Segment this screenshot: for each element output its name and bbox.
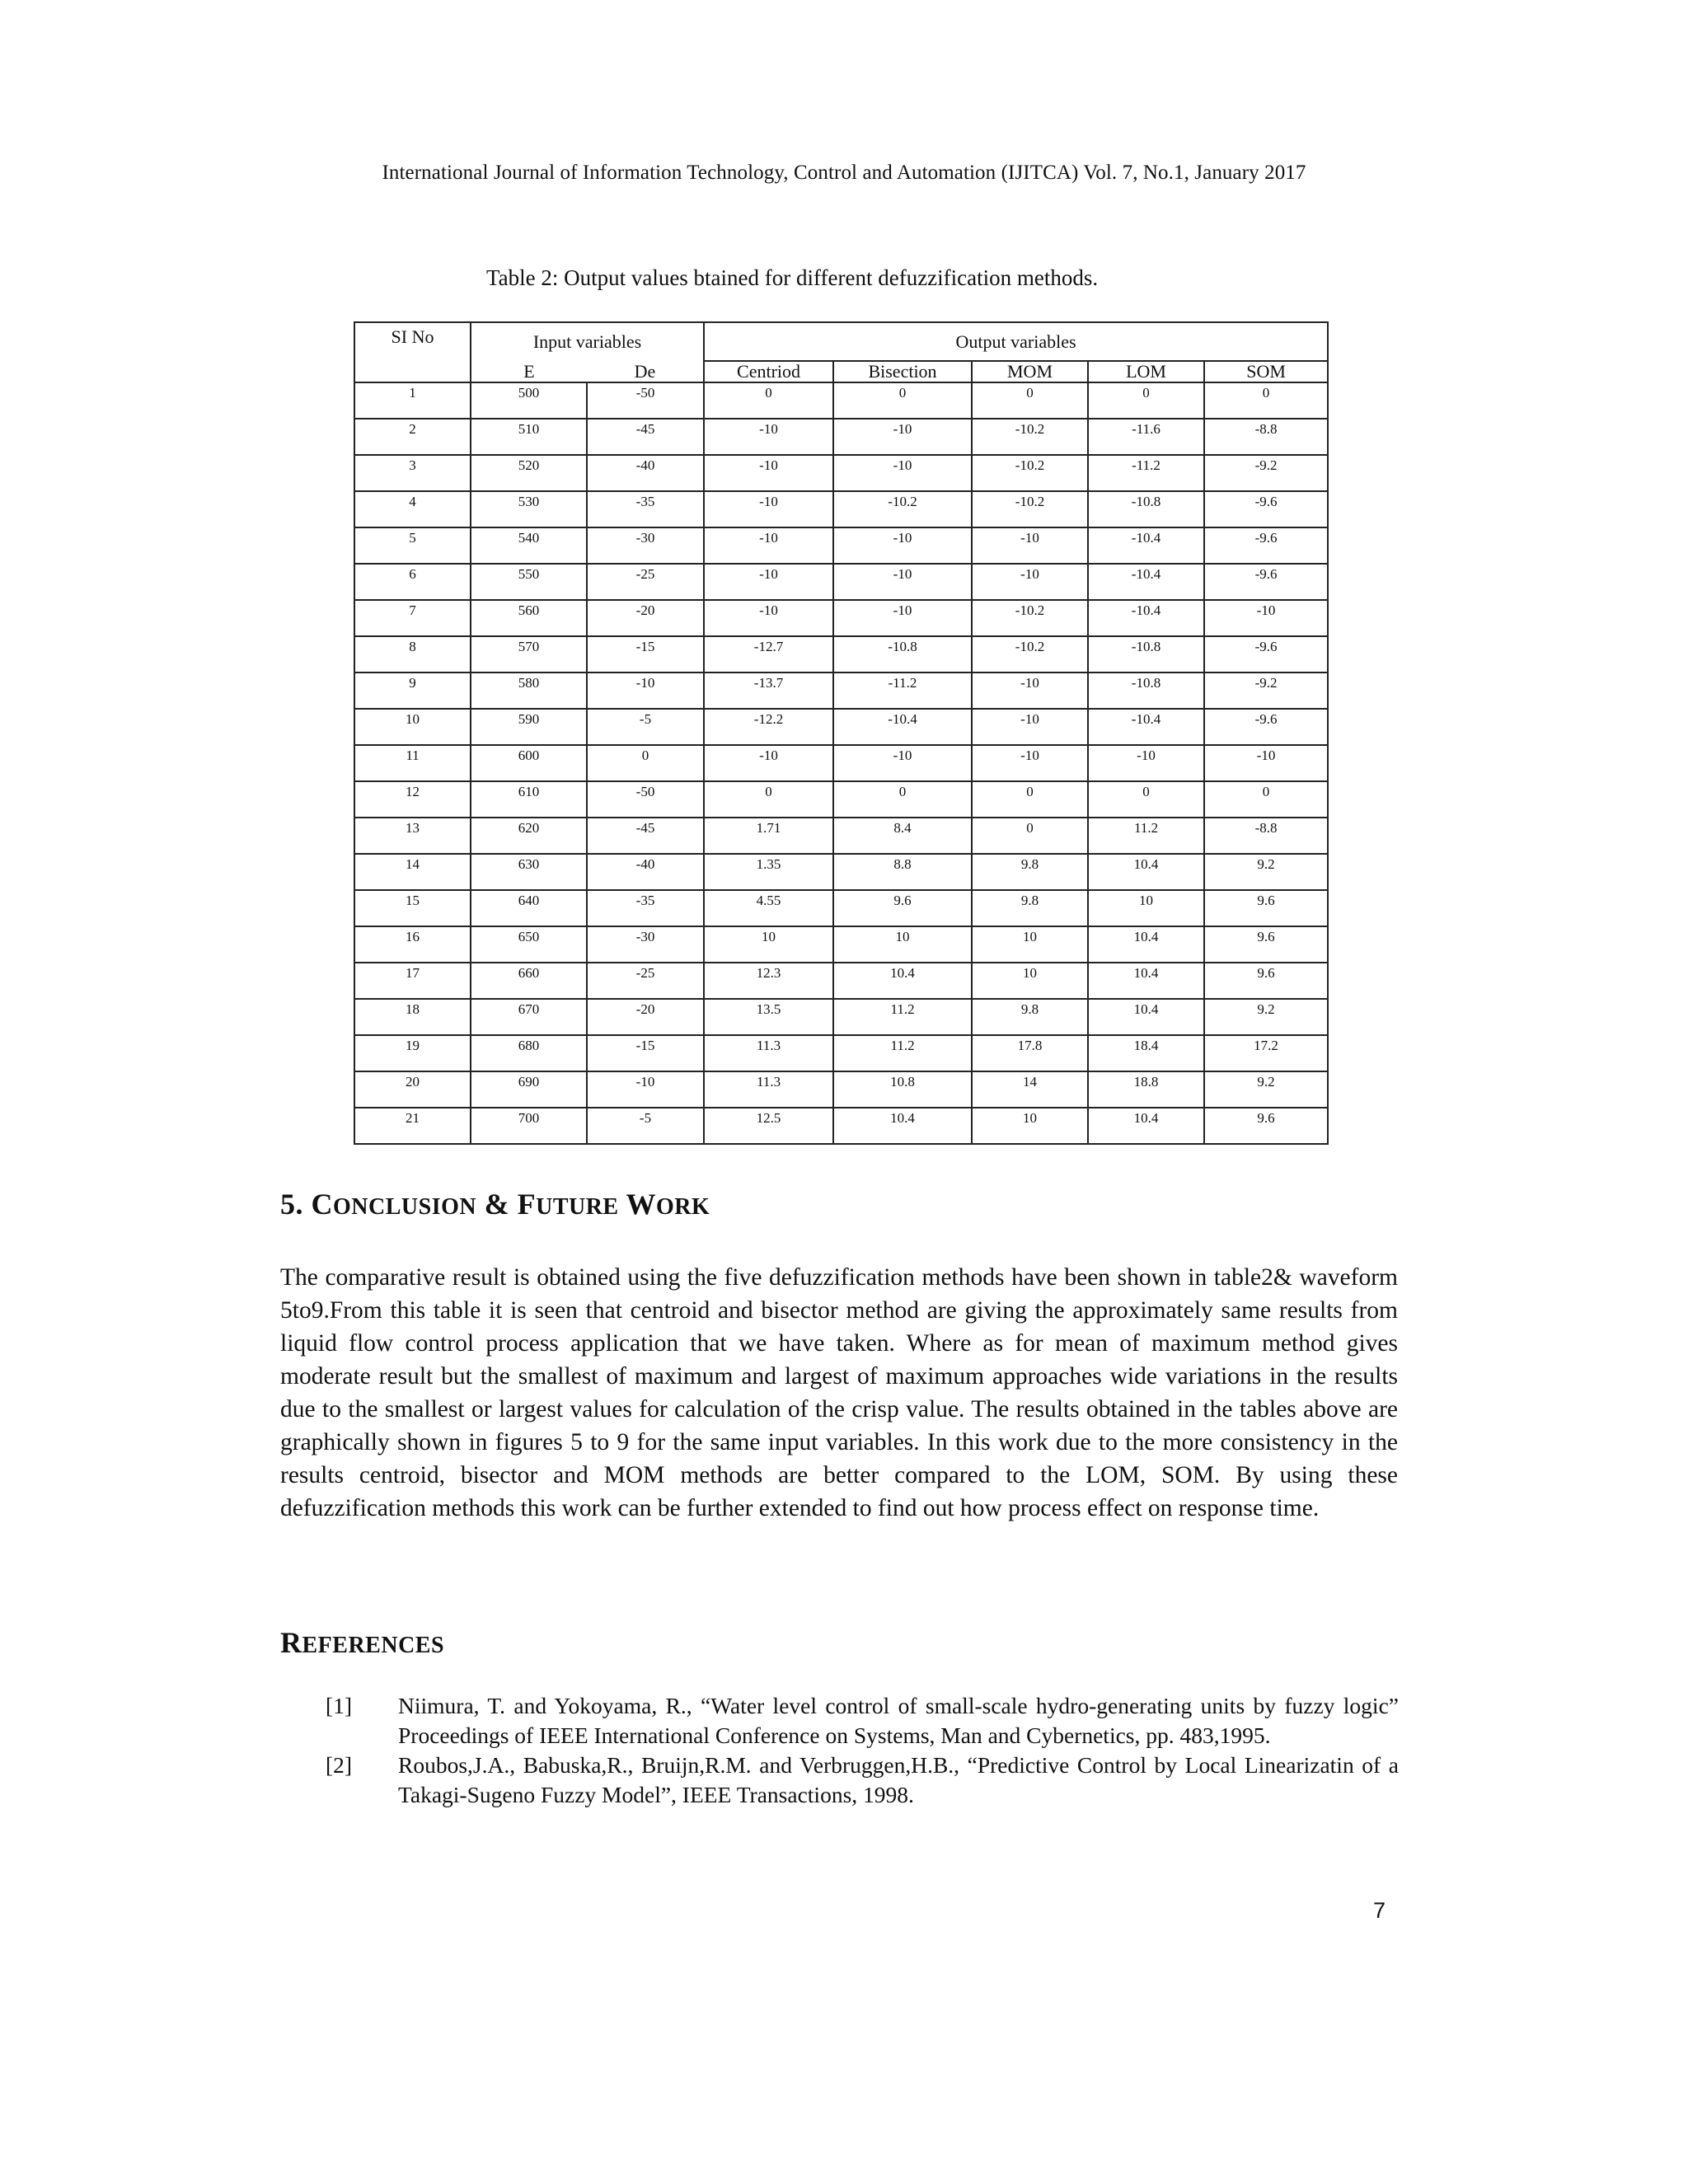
table-cell: -5 [587, 1108, 704, 1144]
table-cell: 0 [587, 745, 704, 781]
table-cell: -10.2 [972, 600, 1088, 636]
table-cell: 9.2 [1204, 999, 1328, 1035]
table-cell: 640 [471, 890, 587, 926]
table-cell: 6 [354, 564, 471, 600]
table-cell: 530 [471, 491, 587, 527]
table-row [354, 491, 1328, 527]
table-cell: 1.71 [704, 818, 833, 854]
table-cell: -30 [587, 527, 704, 564]
table-cell: 610 [471, 781, 587, 818]
references-heading: REFERENCES [280, 1626, 445, 1659]
table-cell: -12.2 [704, 709, 833, 745]
table-row [354, 673, 1328, 709]
table-cell: 1 [354, 382, 471, 419]
table-cell: -10 [833, 455, 972, 491]
table-cell: 600 [471, 745, 587, 781]
col-header-som: SOM [1204, 361, 1328, 382]
table-cell: 11.2 [1088, 818, 1204, 854]
table-cell: 10 [704, 926, 833, 963]
table-cell: -10 [1204, 600, 1328, 636]
table-cell: -10 [704, 419, 833, 455]
table-cell: -5 [587, 709, 704, 745]
table-cell: 17 [354, 963, 471, 999]
table-cell: 10.4 [1088, 926, 1204, 963]
table-row [354, 636, 1328, 673]
table-cell: -10.4 [833, 709, 972, 745]
table-cell: 11 [354, 745, 471, 781]
table-cell: 550 [471, 564, 587, 600]
table-cell: 570 [471, 636, 587, 673]
table-cell: -10.4 [1088, 527, 1204, 564]
table-cell: -9.6 [1204, 491, 1328, 527]
table-cell: 11.2 [833, 1035, 972, 1071]
table-cell: 700 [471, 1108, 587, 1144]
table-cell: -10 [833, 564, 972, 600]
table-row [354, 709, 1328, 745]
conclusion-heading: 5. CONCLUSION & FUTURE WORK [280, 1188, 710, 1221]
table-cell: 12.5 [704, 1108, 833, 1144]
table-row [354, 818, 1328, 854]
table-cell: 10.4 [1088, 999, 1204, 1035]
table-cell: -10 [1088, 745, 1204, 781]
table-cell: -20 [587, 600, 704, 636]
table-row [354, 1071, 1328, 1108]
table-cell: -8.8 [1204, 419, 1328, 455]
table-cell: -40 [587, 854, 704, 890]
table-cell: -35 [587, 491, 704, 527]
table-cell: 9.8 [972, 890, 1088, 926]
table-cell: -10 [1204, 745, 1328, 781]
table-cell: 9.6 [833, 890, 972, 926]
table-cell: -10.8 [1088, 673, 1204, 709]
table-cell: -8.8 [1204, 818, 1328, 854]
col-header-e: E [471, 361, 587, 382]
header-output-variables: Output variables [704, 322, 1328, 361]
table-cell: -9.2 [1204, 673, 1328, 709]
table-cell: -10.4 [1088, 600, 1204, 636]
table-cell: -10 [587, 1071, 704, 1108]
table-cell: -10 [704, 564, 833, 600]
table-cell: 11.3 [704, 1071, 833, 1108]
header-sl-no: SI No [354, 322, 471, 361]
table-cell: 11.2 [833, 999, 972, 1035]
table-cell: 17.8 [972, 1035, 1088, 1071]
table-cell: 14 [972, 1071, 1088, 1108]
running-header: International Journal of Information Technology, Control and Automation (IJITCA) Vol. 7, No.1, January 2017 [382, 162, 1306, 184]
table-row [354, 890, 1328, 926]
table-row [354, 999, 1328, 1035]
table-cell: 580 [471, 673, 587, 709]
table-cell: 19 [354, 1035, 471, 1071]
table-cell: 10.4 [833, 963, 972, 999]
table-cell: -10 [704, 455, 833, 491]
table-cell: 10.4 [1088, 963, 1204, 999]
table-cell: -10.2 [833, 491, 972, 527]
col-header-de: De [587, 361, 704, 382]
column-header-row [354, 361, 1328, 382]
table-cell: 10 [833, 926, 972, 963]
table-cell: 620 [471, 818, 587, 854]
table-cell: -10 [972, 745, 1088, 781]
table-row [354, 926, 1328, 963]
table-row [354, 854, 1328, 890]
table-cell: -45 [587, 818, 704, 854]
table-cell: 9.6 [1204, 926, 1328, 963]
table-cell: -25 [587, 963, 704, 999]
table-cell: 18.8 [1088, 1071, 1204, 1108]
table-cell: 5 [354, 527, 471, 564]
table-cell: -10 [704, 527, 833, 564]
table-row [354, 527, 1328, 564]
table-cell: 560 [471, 600, 587, 636]
table-cell: -10.8 [1088, 636, 1204, 673]
table-cell: 10 [972, 963, 1088, 999]
table-cell: -11.2 [1088, 455, 1204, 491]
table-cell: -10 [972, 709, 1088, 745]
table-cell: 0 [1204, 382, 1328, 419]
table-cell: 1.35 [704, 854, 833, 890]
table-cell: 10.4 [833, 1108, 972, 1144]
table-cell: 10 [972, 926, 1088, 963]
results-table [354, 321, 1329, 1145]
table-cell: 510 [471, 419, 587, 455]
table-row [354, 1035, 1328, 1071]
table-cell: 10 [972, 1108, 1088, 1144]
table-cell: -50 [587, 382, 704, 419]
table-cell: 630 [471, 854, 587, 890]
table-cell: 13.5 [704, 999, 833, 1035]
table-cell: 9.6 [1204, 963, 1328, 999]
reference-number: [1] [326, 1693, 353, 1718]
table-cell: 0 [1204, 781, 1328, 818]
table-cell: 0 [972, 382, 1088, 419]
table-cell: -13.7 [704, 673, 833, 709]
header-input-variables: Input variables [471, 322, 704, 361]
table-cell: -40 [587, 455, 704, 491]
table-cell: 10.4 [1088, 854, 1204, 890]
table-cell: -10 [833, 600, 972, 636]
table-row [354, 419, 1328, 455]
table-cell: -10.4 [1088, 564, 1204, 600]
table-cell: 0 [1088, 781, 1204, 818]
table-cell: 0 [1088, 382, 1204, 419]
table-cell: -11.2 [833, 673, 972, 709]
table-cell: -10 [972, 527, 1088, 564]
table-cell: 15 [354, 890, 471, 926]
table-cell: -10 [704, 600, 833, 636]
table-cell: 14 [354, 854, 471, 890]
table-cell: 0 [833, 781, 972, 818]
table-cell: -10 [972, 564, 1088, 600]
table-cell: 10.8 [833, 1071, 972, 1108]
table-cell: -10.2 [972, 419, 1088, 455]
table-cell: 18 [354, 999, 471, 1035]
table-cell: -10 [704, 491, 833, 527]
table-cell: 8.4 [833, 818, 972, 854]
table-row [354, 455, 1328, 491]
table-cell: 0 [704, 781, 833, 818]
table-cell: -9.6 [1204, 636, 1328, 673]
table-cell: -20 [587, 999, 704, 1035]
reference-text: Roubos,J.A., Babuska,R., Bruijn,R.M. and Verbruggen,H.B., “Predictive Control by Local Linearizatin of a Takagi-Sugeno Fuzzy Model”, IEEE Transactions, 1998. [398, 1752, 1399, 1807]
table-cell: 0 [972, 818, 1088, 854]
table-cell: 18.4 [1088, 1035, 1204, 1071]
table-cell: 10.4 [1088, 1108, 1204, 1144]
table-cell: -35 [587, 890, 704, 926]
table-cell: 12 [354, 781, 471, 818]
table-cell: 660 [471, 963, 587, 999]
table-cell: 4 [354, 491, 471, 527]
table-cell: 8.8 [833, 854, 972, 890]
table-cell: 17.2 [1204, 1035, 1328, 1071]
table-cell: 21 [354, 1108, 471, 1144]
table-row [354, 600, 1328, 636]
table-row [354, 1108, 1328, 1144]
table-cell: -11.6 [1088, 419, 1204, 455]
reference-item [326, 1691, 1399, 1750]
table-cell: -10 [587, 673, 704, 709]
reference-text: Niimura, T. and Yokoyama, R., “Water level control of small-scale hydro-generating units by fuzzy logic” Proceedings of IEEE International Conference on Systems, Man and Cybernetics, pp. 483,1995. [398, 1693, 1399, 1748]
table-row [354, 564, 1328, 600]
col-header-lom: LOM [1088, 361, 1204, 382]
table-cell: 0 [833, 382, 972, 419]
table-cell: -9.6 [1204, 527, 1328, 564]
table-cell: 11.3 [704, 1035, 833, 1071]
table-cell: 690 [471, 1071, 587, 1108]
table-cell: -9.6 [1204, 564, 1328, 600]
table-cell: 540 [471, 527, 587, 564]
table-cell: 10 [1088, 890, 1204, 926]
table-cell: -15 [587, 1035, 704, 1071]
col-header-centriod: Centriod [704, 361, 833, 382]
table-cell: 12.3 [704, 963, 833, 999]
table-row [354, 745, 1328, 781]
table-cell: 16 [354, 926, 471, 963]
table-cell: 8 [354, 636, 471, 673]
table-cell: 7 [354, 600, 471, 636]
table-cell: -10.8 [1088, 491, 1204, 527]
table-cell: 9.2 [1204, 854, 1328, 890]
table-cell: 680 [471, 1035, 587, 1071]
table-cell: 9 [354, 673, 471, 709]
table-cell: -9.2 [1204, 455, 1328, 491]
table-cell: -10 [833, 419, 972, 455]
table-cell: 0 [972, 781, 1088, 818]
table-cell: 10 [354, 709, 471, 745]
table-cell: -10 [833, 745, 972, 781]
table-cell: -45 [587, 419, 704, 455]
table-row [354, 963, 1328, 999]
table-cell: -30 [587, 926, 704, 963]
table-cell: -9.6 [1204, 709, 1328, 745]
table-row [354, 781, 1328, 818]
header-sl-no-cont [354, 361, 471, 382]
table-cell: -10.4 [1088, 709, 1204, 745]
table-cell: 520 [471, 455, 587, 491]
table-cell: 13 [354, 818, 471, 854]
table-cell: 0 [704, 382, 833, 419]
references-list [326, 1691, 1399, 1810]
table-cell: -10 [833, 527, 972, 564]
table-cell: 9.6 [1204, 890, 1328, 926]
reference-item [326, 1750, 1399, 1810]
table-caption: Table 2: Output values btained for different defuzzification methods. [486, 265, 1099, 290]
table-cell: -12.7 [704, 636, 833, 673]
table-cell: 9.8 [972, 854, 1088, 890]
page-number: 7 [1373, 1898, 1386, 1923]
col-header-mom: MOM [972, 361, 1088, 382]
table-cell: 9.8 [972, 999, 1088, 1035]
table-cell: 500 [471, 382, 587, 419]
reference-number: [2] [326, 1752, 353, 1778]
table-cell: 20 [354, 1071, 471, 1108]
table-cell: 2 [354, 419, 471, 455]
conclusion-paragraph: The comparative result is obtained using the five defuzzification methods have been shown in table2& waveform 5to9.From this table it is seen that centroid and bisector method are giving the approximately same results from liquid flow control process application that we have taken. Where as for mean of maximum method gives moderate result but the smallest of maximum and largest of maximum approaches wide variations in the results due to the smallest or largest values for calculation of the crisp value. The results obtained in the tables above are graphically shown in figures 5 to 9 for the same input variables. In this work due to the more consistency in the results centroid, bisector and MOM methods are better compared to the LOM, SOM. By using these defuzzification methods this work can be further extended to find out how process effect on response time. [280, 1264, 1398, 1521]
table-row [354, 382, 1328, 419]
table-body [354, 382, 1328, 1144]
table-cell: -10.8 [833, 636, 972, 673]
table-cell: -10.2 [972, 636, 1088, 673]
table-cell: -25 [587, 564, 704, 600]
table-cell: -10.2 [972, 455, 1088, 491]
table-cell: 9.2 [1204, 1071, 1328, 1108]
table-cell: -50 [587, 781, 704, 818]
table-cell: 670 [471, 999, 587, 1035]
table-cell: 650 [471, 926, 587, 963]
table-cell: 3 [354, 455, 471, 491]
table-cell: -10.2 [972, 491, 1088, 527]
table-cell: -10 [972, 673, 1088, 709]
table-cell: 590 [471, 709, 587, 745]
table-cell: -15 [587, 636, 704, 673]
table-cell: -10 [704, 745, 833, 781]
col-header-bisection: Bisection [833, 361, 972, 382]
table-cell: 9.6 [1204, 1108, 1328, 1144]
table-cell: 4.55 [704, 890, 833, 926]
